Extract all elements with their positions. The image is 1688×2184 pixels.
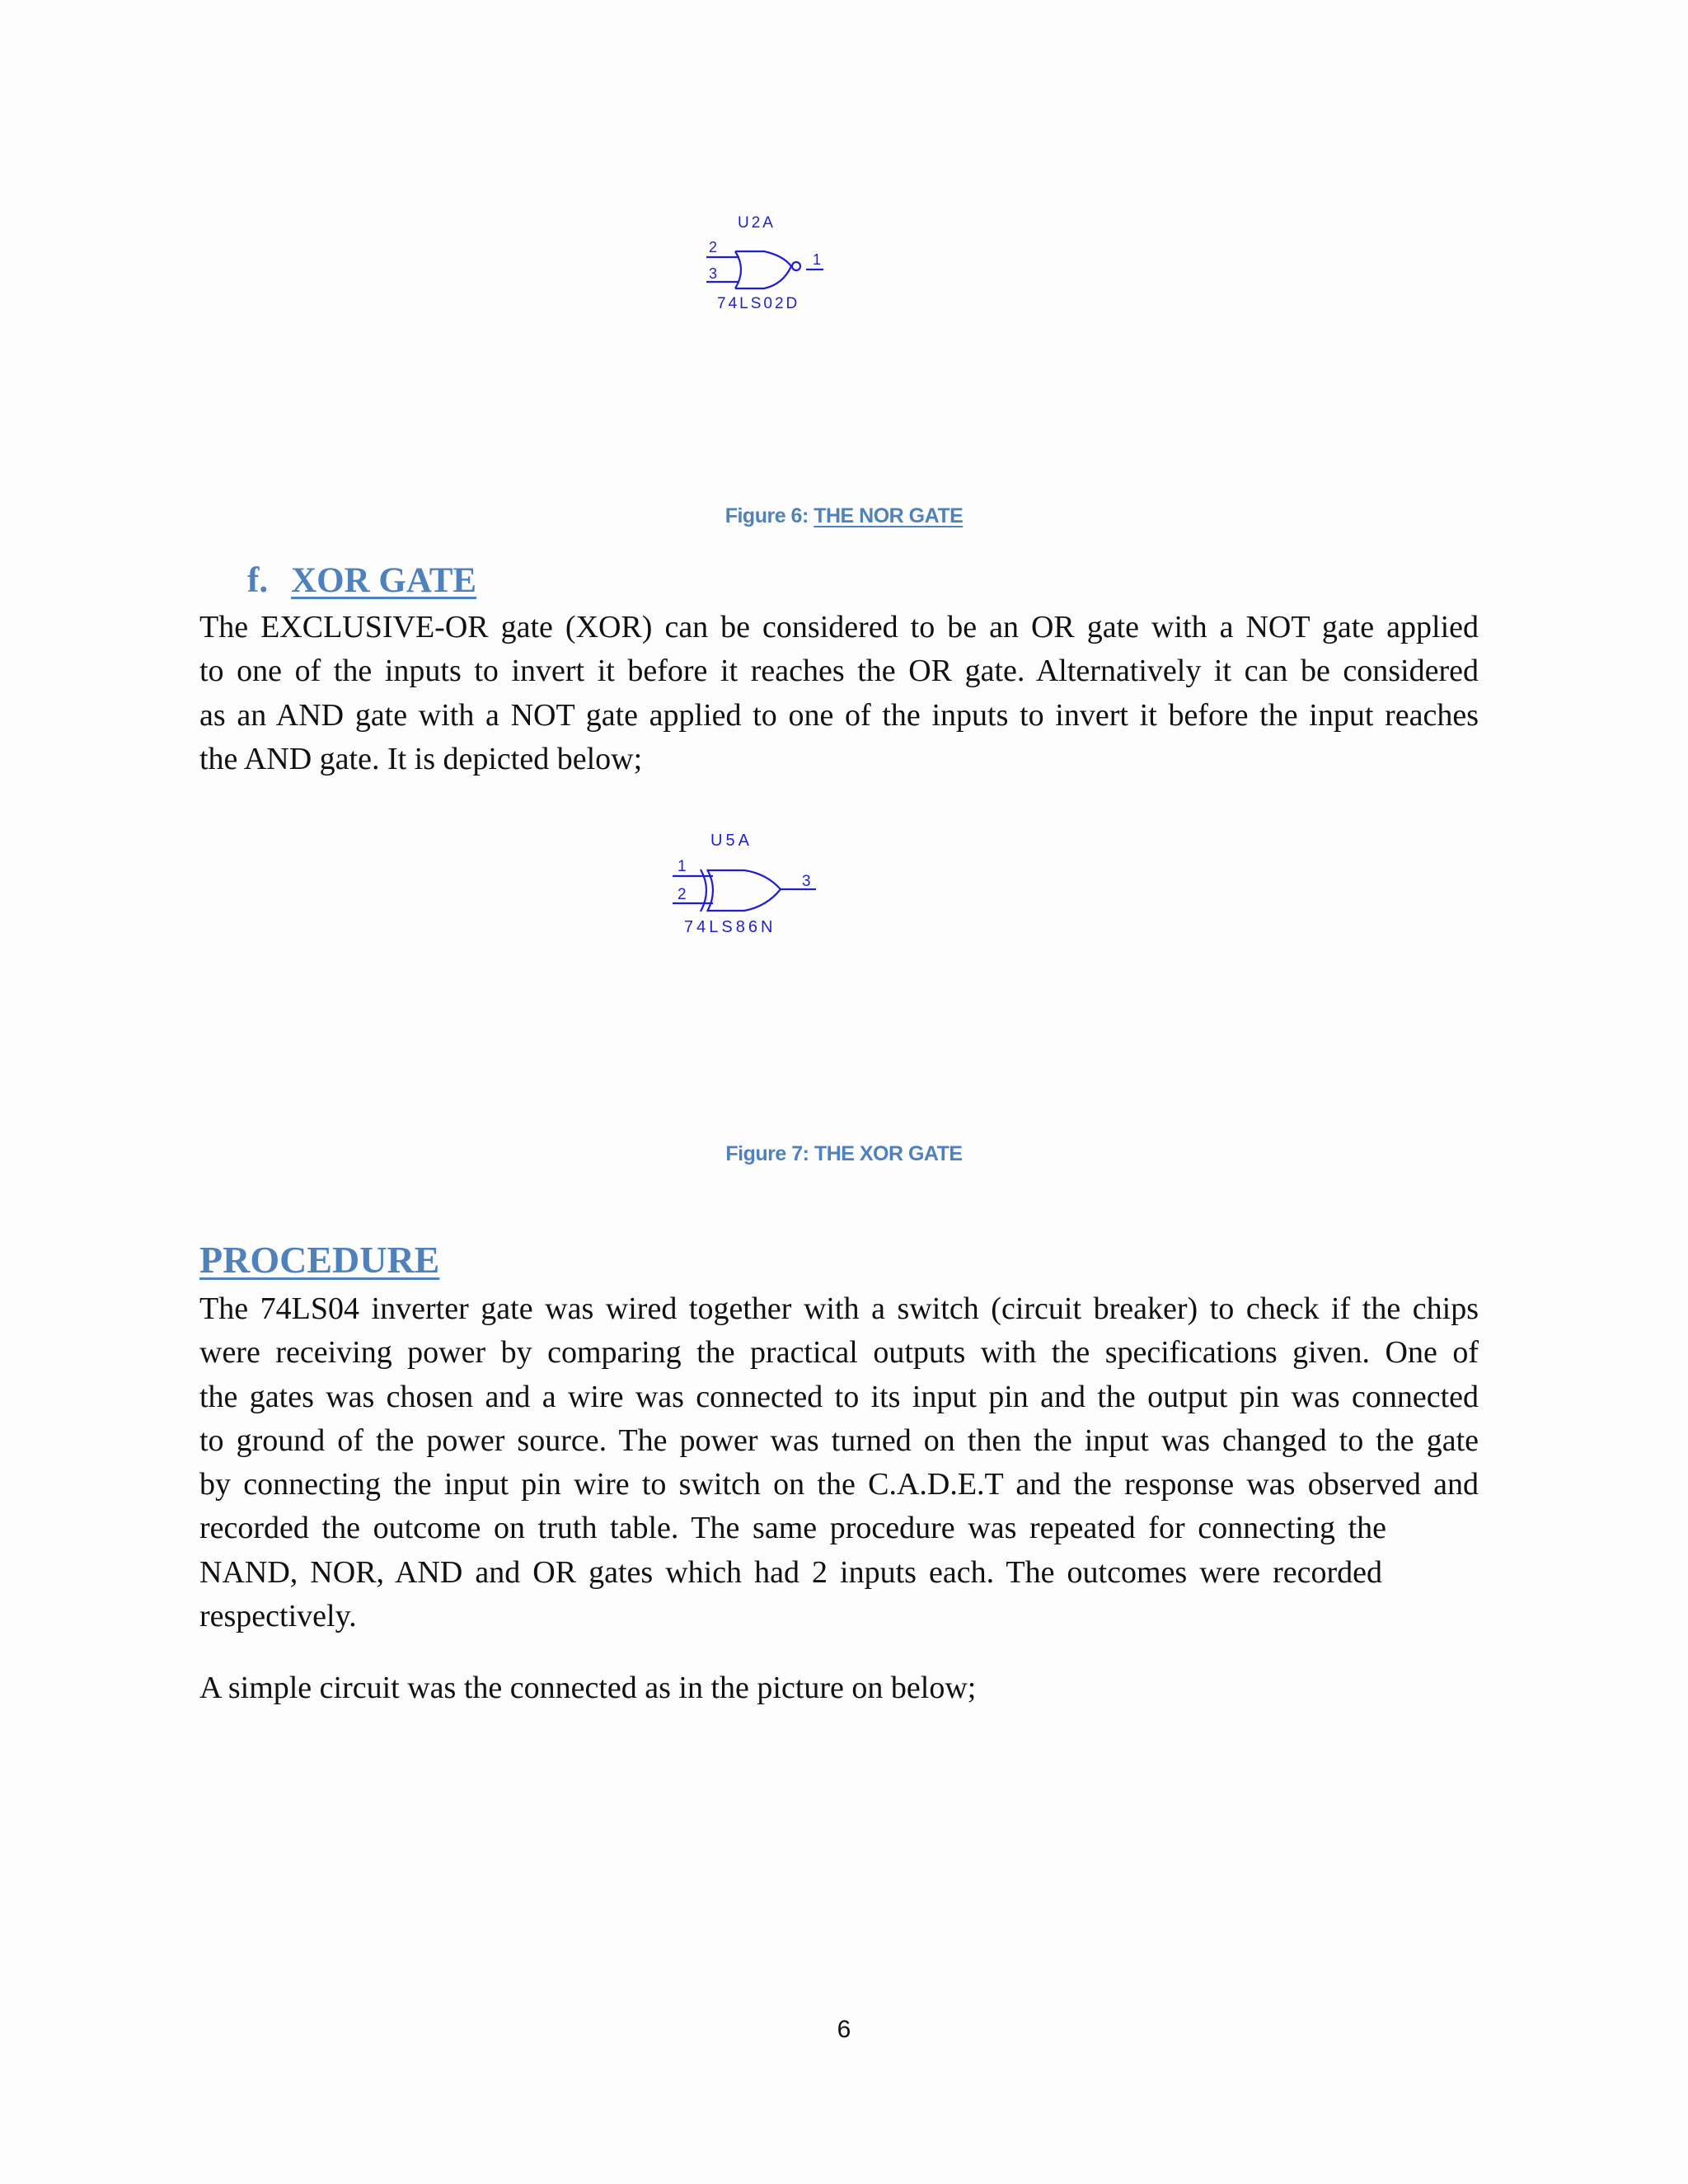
text-line: by connecting the input pin wire to switch on the C.A.D.E.T and the response was observed and bbox=[199, 1467, 1479, 1502]
nor-gate-part: 74LS02D bbox=[717, 295, 800, 312]
text-line: The EXCLUSIVE-OR gate (XOR) can be considered to be an OR gate with a NOT gate applied bbox=[199, 610, 1479, 644]
xor-pin-out: 3 bbox=[802, 873, 811, 890]
section-title: XOR GATE bbox=[291, 561, 477, 600]
nor-pin-in-b: 3 bbox=[709, 265, 718, 282]
section-number: f. bbox=[247, 561, 269, 600]
text-line: were receiving power by comparing the practical outputs with the specifications given. One of bbox=[199, 1335, 1479, 1371]
text-line: The 74LS04 inverter gate was wired together with a switch (circuit breaker) to check if the chips bbox=[199, 1291, 1479, 1326]
text-line: respectively. bbox=[199, 1599, 357, 1634]
text-line: to one of the inputs to invert it before it reaches the OR gate. Alternatively it can be considered bbox=[199, 654, 1479, 689]
text-line: as an AND gate with a NOT gate applied to one of the inputs to invert it before the input reaches bbox=[199, 697, 1479, 733]
text-line: the AND gate. It is depicted below; bbox=[199, 741, 643, 776]
xor-gate-part: 74LS86N bbox=[684, 918, 776, 936]
procedure-text bbox=[199, 1287, 1479, 1638]
text-line: to ground of the power source. The power was turned on then the input was changed to the gate bbox=[199, 1422, 1479, 1458]
nor-gate-ref: U2A bbox=[738, 214, 776, 232]
page-number: 6 bbox=[837, 2016, 851, 2043]
figure-6-caption bbox=[0, 504, 1688, 528]
procedure-title: PROCEDURE bbox=[199, 1239, 440, 1281]
text-line: the gates was chosen and a wire was connected to its input pin and the output pin was connected bbox=[199, 1379, 1479, 1414]
xor-pin-in-b: 2 bbox=[678, 886, 687, 903]
xor-gate-symbol bbox=[663, 824, 828, 940]
nor-pin-out: 1 bbox=[813, 251, 822, 268]
closing-text bbox=[199, 1666, 1479, 1710]
nor-gate-symbol bbox=[701, 206, 841, 317]
figure-7-caption: Figure 7: THE XOR GATE bbox=[725, 1142, 963, 1165]
figure-6-prefix: Figure 6: bbox=[724, 504, 814, 527]
xor-description bbox=[199, 606, 1479, 781]
xor-gate-ref: U5A bbox=[710, 832, 753, 850]
xor-pin-in-a: 1 bbox=[678, 858, 687, 875]
text-line: A simple circuit was the connected as in the picture on below; bbox=[199, 1671, 977, 1705]
procedure-heading bbox=[199, 1238, 439, 1282]
nor-pin-in-a: 2 bbox=[709, 239, 718, 255]
text-line: recorded the outcome on truth table. The same procedure was repeated for connecting the bbox=[199, 1511, 1386, 1546]
text-line: NAND, NOR, AND and OR gates which had 2 inputs each. The outcomes were recorded bbox=[199, 1554, 1382, 1590]
xor-section-heading bbox=[247, 560, 476, 601]
figure-6-title: THE NOR GATE bbox=[814, 504, 964, 527]
